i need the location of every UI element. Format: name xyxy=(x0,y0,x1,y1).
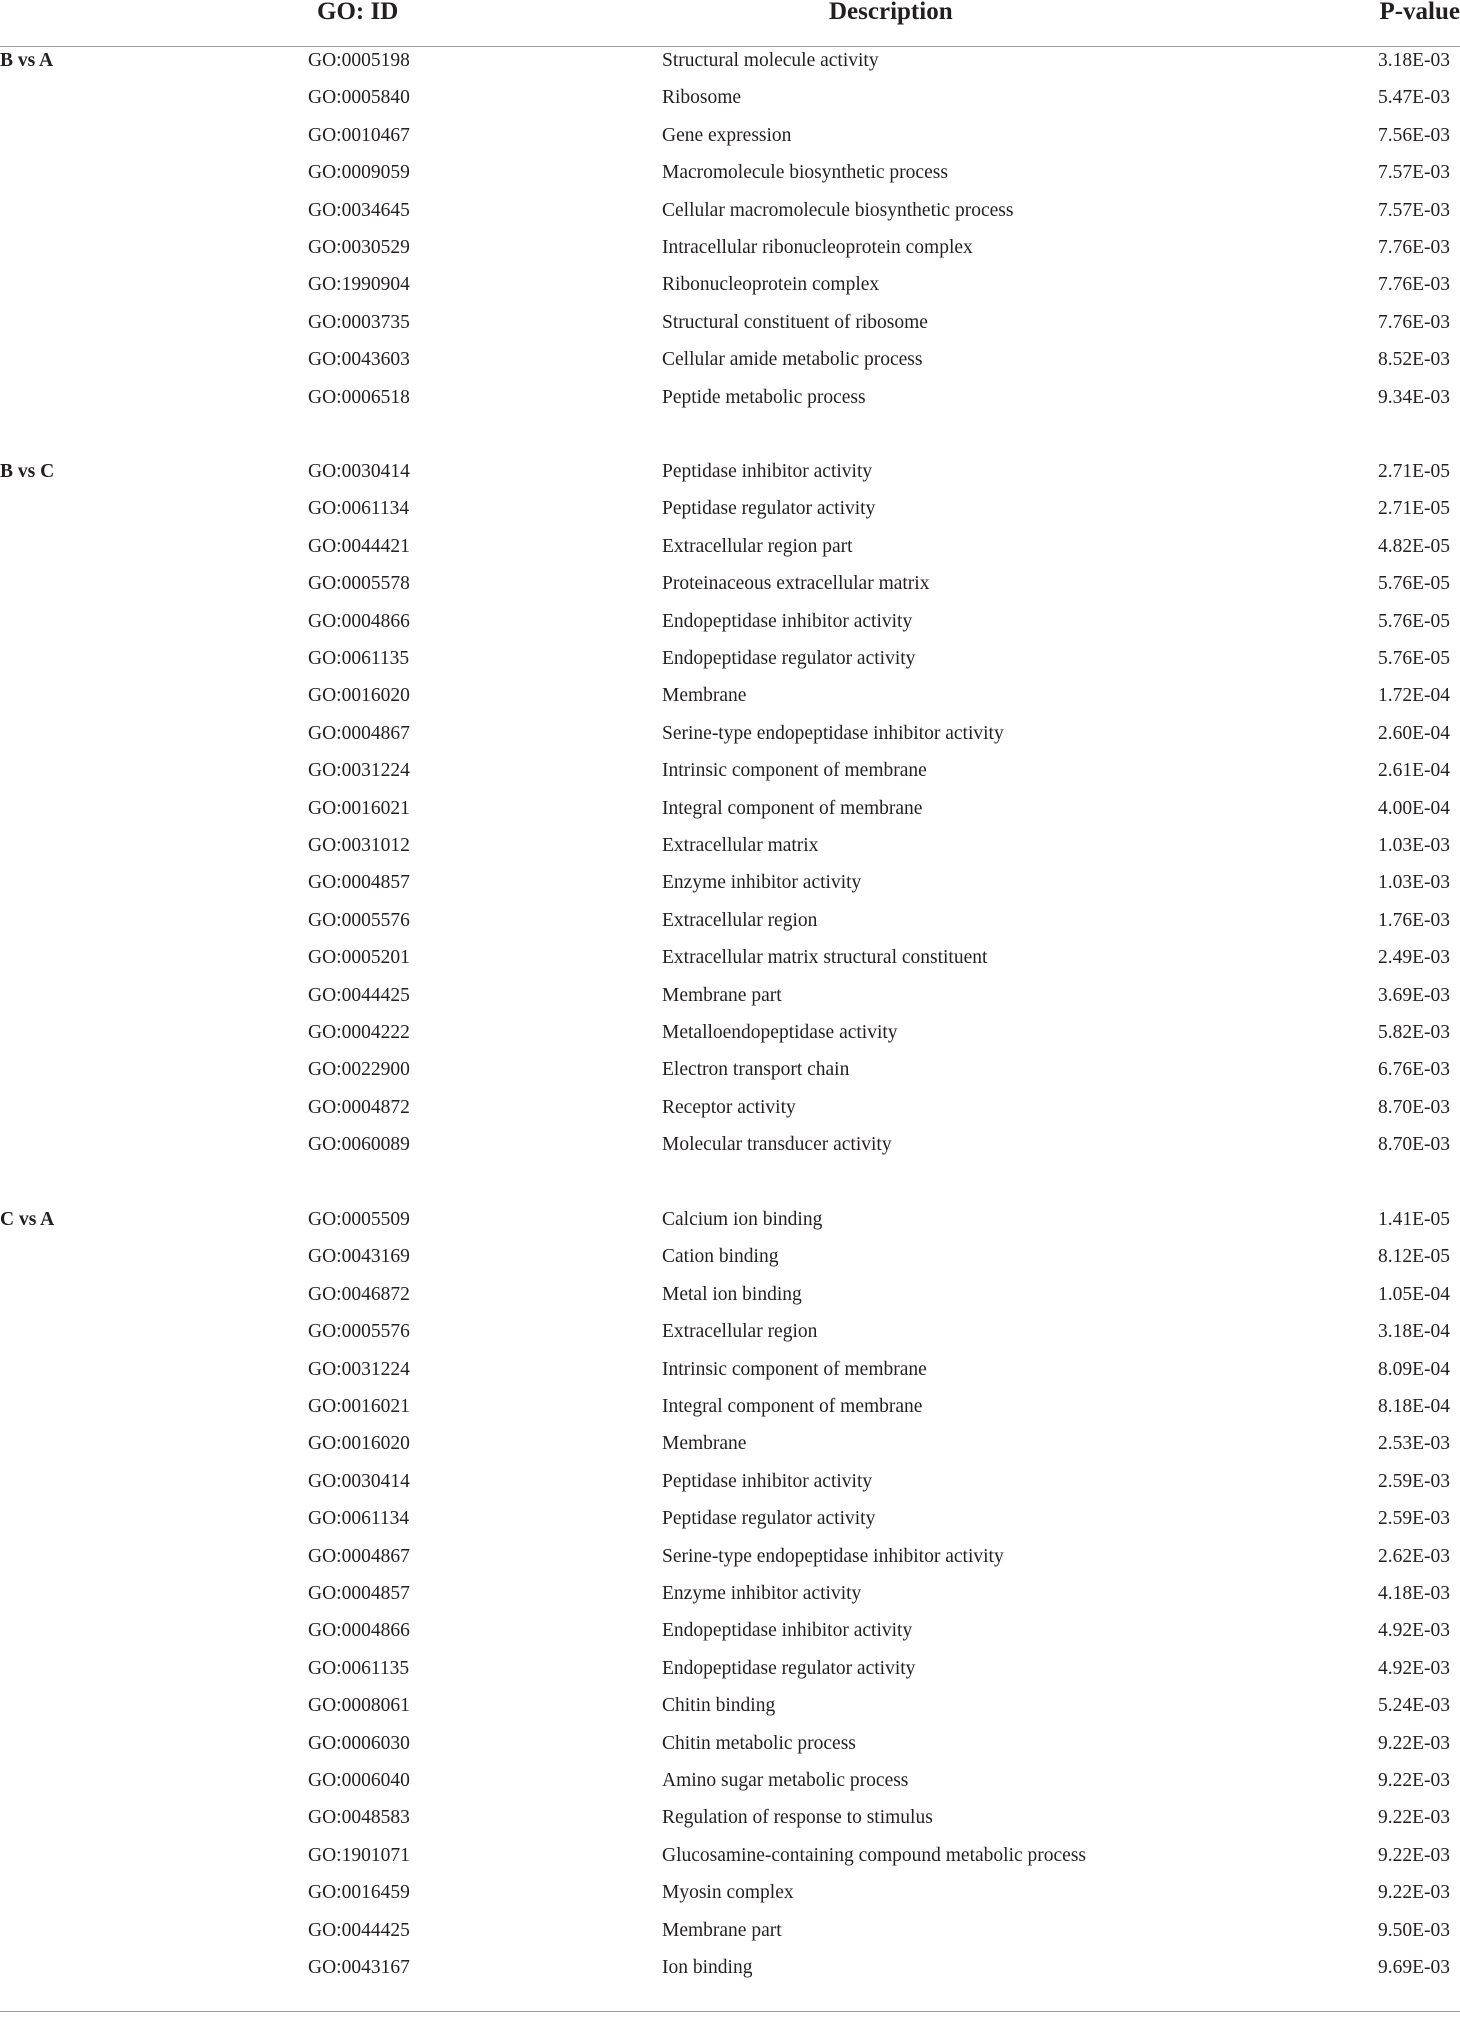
go-id-cell: GO:0044425 xyxy=(308,984,410,1006)
table-row xyxy=(0,154,1460,191)
description-cell: Membrane part xyxy=(662,1919,782,1941)
go-id-cell: GO:0003735 xyxy=(308,311,410,333)
pvalue-cell: 4.82E-05 xyxy=(1377,535,1450,557)
table-row xyxy=(0,304,1460,341)
pvalue-cell: 9.22E-03 xyxy=(1377,1807,1450,1829)
go-id-cell: GO:0004866 xyxy=(308,610,410,632)
table-row xyxy=(0,1351,1460,1388)
pvalue-cell: 1.72E-04 xyxy=(1377,685,1450,707)
table-row xyxy=(0,1201,1460,1238)
group-label: B vs A xyxy=(0,50,54,71)
go-id-cell: GO:0006030 xyxy=(308,1732,410,1754)
description-cell: Regulation of response to stimulus xyxy=(662,1807,933,1829)
pvalue-cell: 7.57E-03 xyxy=(1377,162,1450,184)
pvalue-cell: 9.69E-03 xyxy=(1377,1957,1450,1978)
table-row xyxy=(0,1051,1460,1088)
header-description: Description xyxy=(829,0,953,25)
table-row xyxy=(0,1313,1460,1350)
description-cell: Cellular macromolecule biosynthetic process xyxy=(662,199,1014,221)
table-row xyxy=(0,1874,1460,1911)
description-cell: Calcium ion binding xyxy=(662,1209,823,1230)
table-row xyxy=(0,229,1460,266)
pvalue-cell: 2.53E-03 xyxy=(1377,1433,1450,1455)
description-cell: Structural molecule activity xyxy=(662,50,879,71)
table-row xyxy=(0,790,1460,827)
table-row xyxy=(0,603,1460,640)
go-id-cell: GO:0016021 xyxy=(308,797,410,819)
description-cell: Cation binding xyxy=(662,1246,779,1268)
go-id-cell: GO:0044421 xyxy=(308,535,410,557)
go-id-cell: GO:1901071 xyxy=(308,1844,410,1866)
table-row xyxy=(0,1837,1460,1874)
description-cell: Peptidase inhibitor activity xyxy=(662,461,873,482)
pvalue-cell: 4.00E-04 xyxy=(1377,797,1450,819)
description-cell: Electron transport chain xyxy=(662,1059,850,1081)
go-id-cell: GO:0031224 xyxy=(308,1358,410,1380)
pvalue-cell: 7.76E-03 xyxy=(1377,274,1450,296)
description-cell: Extracellular region xyxy=(662,1321,818,1343)
description-cell: Extracellular matrix xyxy=(662,835,819,856)
description-cell: Chitin binding xyxy=(662,1695,776,1717)
table-row xyxy=(0,677,1460,714)
pvalue-cell: 8.70E-03 xyxy=(1377,1096,1450,1118)
pvalue-cell: 7.56E-03 xyxy=(1377,124,1450,146)
description-cell: Ribosome xyxy=(662,87,742,109)
pvalue-cell: 9.22E-03 xyxy=(1377,1882,1450,1904)
description-cell: Structural constituent of ribosome xyxy=(662,311,928,333)
go-id-cell: GO:0030414 xyxy=(308,461,410,482)
table-row xyxy=(0,490,1460,527)
pvalue-cell: 8.09E-04 xyxy=(1377,1358,1450,1380)
pvalue-cell: 2.61E-04 xyxy=(1377,760,1450,782)
description-cell: Molecular transducer activity xyxy=(662,1134,892,1156)
table-row xyxy=(0,42,1460,79)
pvalue-cell: 9.50E-03 xyxy=(1377,1919,1450,1941)
description-cell: Integral component of membrane xyxy=(662,1396,923,1417)
description-cell: Macromolecule biosynthetic process xyxy=(662,162,948,184)
go-id-cell: GO:0046872 xyxy=(308,1283,410,1305)
go-id-cell: GO:0005509 xyxy=(308,1209,410,1230)
go-id-cell: GO:0016020 xyxy=(308,685,410,707)
pvalue-cell: 1.03E-03 xyxy=(1377,835,1450,856)
description-cell: Chitin metabolic process xyxy=(662,1732,856,1754)
table-row xyxy=(0,341,1460,378)
table-row xyxy=(0,1238,1460,1275)
go-id-cell: GO:0030414 xyxy=(308,1470,410,1492)
go-id-cell: GO:0030529 xyxy=(308,237,410,258)
pvalue-cell: 5.76E-05 xyxy=(1377,610,1450,632)
go-id-cell: GO:0016020 xyxy=(308,1433,410,1455)
table-row xyxy=(0,79,1460,116)
go-id-cell: GO:0008061 xyxy=(308,1695,410,1717)
pvalue-cell: 1.76E-03 xyxy=(1377,909,1450,931)
description-cell: Membrane xyxy=(662,1433,747,1455)
table-row xyxy=(0,939,1460,976)
description-cell: Metalloendopeptidase activity xyxy=(662,1022,898,1043)
go-id-cell: GO:0005840 xyxy=(308,87,410,109)
go-id-cell: GO:0061135 xyxy=(308,1657,410,1679)
pvalue-cell: 2.49E-03 xyxy=(1377,947,1450,969)
go-id-cell: GO:0004867 xyxy=(308,722,410,744)
description-cell: Serine-type endopeptidase inhibitor activity xyxy=(662,722,1004,744)
go-id-cell: GO:0009059 xyxy=(308,162,410,184)
pvalue-cell: 7.76E-03 xyxy=(1377,237,1450,258)
header-go-id: GO: ID xyxy=(317,0,399,25)
pvalue-cell: 3.18E-03 xyxy=(1377,50,1450,71)
go-id-cell: GO:0004866 xyxy=(308,1620,410,1642)
table-row xyxy=(0,1276,1460,1313)
table-row xyxy=(0,864,1460,901)
pvalue-cell: 7.76E-03 xyxy=(1377,311,1450,333)
description-cell: Intracellular ribonucleoprotein complex xyxy=(662,237,973,258)
pvalue-cell: 2.71E-05 xyxy=(1377,461,1450,482)
table-row xyxy=(0,528,1460,565)
go-id-cell: GO:0004857 xyxy=(308,872,410,894)
pvalue-cell: 1.05E-04 xyxy=(1377,1283,1450,1305)
table-row xyxy=(0,1500,1460,1537)
pvalue-cell: 9.22E-03 xyxy=(1377,1770,1450,1791)
pvalue-cell: 9.22E-03 xyxy=(1377,1732,1450,1754)
table-row xyxy=(0,1089,1460,1126)
table-row xyxy=(0,379,1460,416)
pvalue-cell: 2.62E-03 xyxy=(1377,1545,1450,1567)
description-cell: Extracellular matrix structural constituent xyxy=(662,947,988,969)
table-row xyxy=(0,192,1460,229)
table-row xyxy=(0,1126,1460,1163)
pvalue-cell: 8.18E-04 xyxy=(1377,1396,1450,1417)
go-id-cell: GO:0010467 xyxy=(308,124,410,146)
table-row xyxy=(0,902,1460,939)
pvalue-cell: 7.57E-03 xyxy=(1377,199,1450,221)
description-cell: Enzyme inhibitor activity xyxy=(662,1583,862,1604)
description-cell: Integral component of membrane xyxy=(662,797,923,819)
table-row xyxy=(0,1687,1460,1724)
description-cell: Extracellular region xyxy=(662,909,818,931)
go-id-cell: GO:0061134 xyxy=(308,1508,410,1530)
pvalue-cell: 9.22E-03 xyxy=(1377,1844,1450,1866)
table-row xyxy=(0,1425,1460,1462)
go-id-cell: GO:0016459 xyxy=(308,1882,410,1904)
table-row xyxy=(0,1014,1460,1051)
go-id-cell: GO:0031224 xyxy=(308,760,410,782)
pvalue-cell: 1.03E-03 xyxy=(1377,872,1450,894)
go-id-cell: GO:0005201 xyxy=(308,947,410,969)
description-cell: Ribonucleoprotein complex xyxy=(662,274,880,296)
description-cell: Receptor activity xyxy=(662,1096,796,1118)
go-id-cell: GO:0005576 xyxy=(308,909,410,931)
description-cell: Extracellular region part xyxy=(662,535,853,557)
go-id-cell: GO:0006040 xyxy=(308,1770,410,1791)
go-id-cell: GO:0060089 xyxy=(308,1134,410,1156)
go-id-cell: GO:0048583 xyxy=(308,1807,410,1829)
table-row xyxy=(0,715,1460,752)
go-id-cell: GO:0044425 xyxy=(308,1919,410,1941)
table-row xyxy=(0,1612,1460,1649)
go-id-cell: GO:0004222 xyxy=(308,1022,410,1043)
description-cell: Myosin complex xyxy=(662,1882,794,1904)
description-cell: Enzyme inhibitor activity xyxy=(662,872,862,894)
description-cell: Peptide metabolic process xyxy=(662,386,866,408)
description-cell: Peptidase inhibitor activity xyxy=(662,1470,873,1492)
table-bottom-rule xyxy=(0,2011,1460,2012)
description-cell: Intrinsic component of membrane xyxy=(662,760,927,782)
pvalue-cell: 5.76E-05 xyxy=(1377,573,1450,595)
go-id-cell: GO:0005576 xyxy=(308,1321,410,1343)
table-row xyxy=(0,1388,1460,1425)
table-header xyxy=(0,0,1460,47)
go-id-cell: GO:0061135 xyxy=(308,648,410,669)
description-cell: Ion binding xyxy=(662,1957,753,1978)
pvalue-cell: 9.34E-03 xyxy=(1377,386,1450,408)
table-row xyxy=(0,1725,1460,1762)
go-id-cell: GO:0004857 xyxy=(308,1583,410,1604)
table-row xyxy=(0,1762,1460,1799)
go-id-cell: GO:0043167 xyxy=(308,1957,410,1978)
pvalue-cell: 2.59E-03 xyxy=(1377,1508,1450,1530)
description-cell: Gene expression xyxy=(662,124,792,146)
pvalue-cell: 6.76E-03 xyxy=(1377,1059,1450,1081)
pvalue-cell: 2.71E-05 xyxy=(1377,498,1450,520)
pvalue-cell: 8.70E-03 xyxy=(1377,1134,1450,1156)
go-id-cell: GO:0031012 xyxy=(308,835,410,856)
table-row xyxy=(0,1463,1460,1500)
header-pvalue: P-value xyxy=(1379,0,1460,25)
group-label: C vs A xyxy=(0,1209,55,1230)
table-row xyxy=(0,1949,1460,1986)
pvalue-cell: 4.92E-03 xyxy=(1377,1620,1450,1642)
table-row xyxy=(0,1912,1460,1949)
pvalue-cell: 8.12E-05 xyxy=(1377,1246,1450,1268)
table-row xyxy=(0,266,1460,303)
description-cell: Amino sugar metabolic process xyxy=(662,1770,909,1791)
go-id-cell: GO:0006518 xyxy=(308,386,410,408)
description-cell: Endopeptidase regulator activity xyxy=(662,648,916,669)
description-cell: Membrane part xyxy=(662,984,782,1006)
pvalue-cell: 5.82E-03 xyxy=(1377,1022,1450,1043)
table-row xyxy=(0,1575,1460,1612)
pvalue-cell: 4.92E-03 xyxy=(1377,1657,1450,1679)
pvalue-cell: 2.59E-03 xyxy=(1377,1470,1450,1492)
table-row xyxy=(0,117,1460,154)
table-row xyxy=(0,453,1460,490)
table-row xyxy=(0,827,1460,864)
description-cell: Peptidase regulator activity xyxy=(662,498,876,520)
description-cell: Intrinsic component of membrane xyxy=(662,1358,927,1380)
description-cell: Endopeptidase regulator activity xyxy=(662,1657,916,1679)
go-id-cell: GO:0043603 xyxy=(308,349,410,371)
pvalue-cell: 8.52E-03 xyxy=(1377,349,1450,371)
go-id-cell: GO:0043169 xyxy=(308,1246,410,1268)
go-id-cell: GO:0005198 xyxy=(308,50,410,71)
go-id-cell: GO:0004872 xyxy=(308,1096,410,1118)
go-id-cell: GO:0061134 xyxy=(308,498,410,520)
description-cell: Cellular amide metabolic process xyxy=(662,349,923,371)
description-cell: Membrane xyxy=(662,685,747,707)
description-cell: Serine-type endopeptidase inhibitor activity xyxy=(662,1545,1004,1567)
go-id-cell: GO:0034645 xyxy=(308,199,410,221)
pvalue-cell: 5.24E-03 xyxy=(1377,1695,1450,1717)
table-row xyxy=(0,640,1460,677)
pvalue-cell: 2.60E-04 xyxy=(1377,722,1450,744)
description-cell: Endopeptidase inhibitor activity xyxy=(662,1620,913,1642)
pvalue-cell: 4.18E-03 xyxy=(1377,1583,1450,1604)
pvalue-cell: 3.69E-03 xyxy=(1377,984,1450,1006)
table-row xyxy=(0,752,1460,789)
pvalue-cell: 5.76E-05 xyxy=(1377,648,1450,669)
table-row xyxy=(0,565,1460,602)
go-id-cell: GO:0005578 xyxy=(308,573,410,595)
description-cell: Peptidase regulator activity xyxy=(662,1508,876,1530)
description-cell: Metal ion binding xyxy=(662,1283,802,1305)
pvalue-cell: 1.41E-05 xyxy=(1377,1209,1450,1230)
description-cell: Endopeptidase inhibitor activity xyxy=(662,610,913,632)
table-row xyxy=(0,1538,1460,1575)
description-cell: Proteinaceous extracellular matrix xyxy=(662,573,930,595)
pvalue-cell: 5.47E-03 xyxy=(1377,87,1450,109)
go-id-cell: GO:0016021 xyxy=(308,1396,410,1417)
pvalue-cell: 3.18E-04 xyxy=(1377,1321,1450,1343)
group-label: B vs C xyxy=(0,461,55,482)
table-row xyxy=(0,1650,1460,1687)
table-row xyxy=(0,1799,1460,1836)
table-row xyxy=(0,977,1460,1014)
go-id-cell: GO:0022900 xyxy=(308,1059,410,1081)
description-cell: Glucosamine-containing compound metabolic process xyxy=(662,1844,1087,1866)
go-id-cell: GO:1990904 xyxy=(308,274,410,296)
go-id-cell: GO:0004867 xyxy=(308,1545,410,1567)
